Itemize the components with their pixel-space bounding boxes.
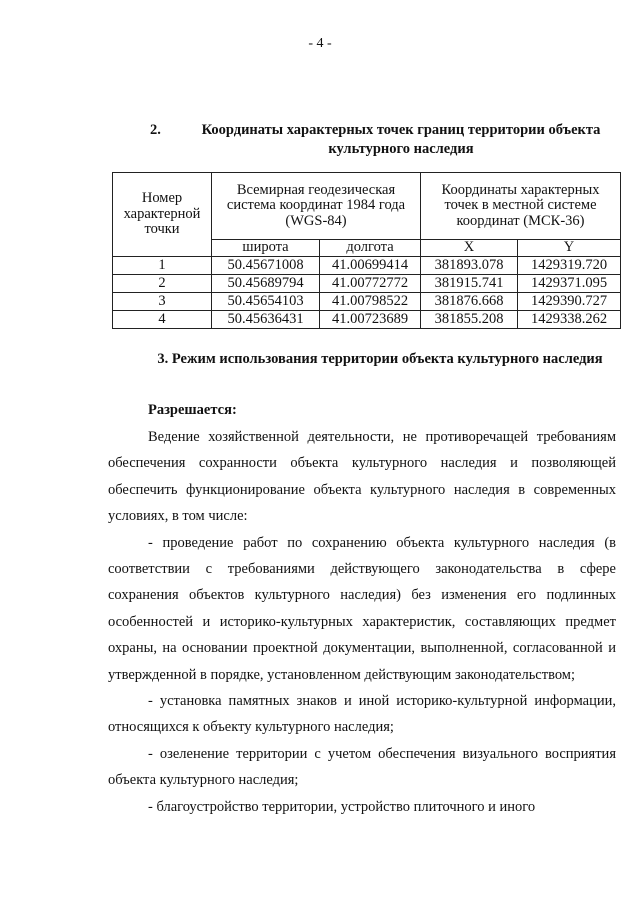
cell-latitude: 50.45654103 xyxy=(212,293,320,311)
header-point-number: Номер характерной точки xyxy=(113,173,212,257)
cell-longitude: 41.00798522 xyxy=(320,293,421,311)
cell-y: 1429371.095 xyxy=(518,275,621,293)
table-row xyxy=(113,257,621,275)
allowed-label: Разрешается: xyxy=(148,402,237,418)
subheader-x: X xyxy=(421,240,518,257)
subheader-y: Y xyxy=(518,240,621,257)
cell-y: 1429319.720 xyxy=(518,257,621,275)
paragraph-conservation-works: - проведение работ по сохранению объекта культурного наследия (в соответствии с требованиями действующего законодательства в сфере сохранения объектов культурного наследия) без изменения его подлинных особенностей и историко-культурных характеристик, составляющих предмет охраны, на основании проектной документации, выполненной, согласованной и утвержденной в порядке, установленном действующим законодательством; xyxy=(108,534,616,683)
cell-longitude: 41.00772772 xyxy=(320,275,421,293)
paragraph-landscaping: - озеленение территории с учетом обеспечения визуального восприятия объекта культурного наследия; xyxy=(108,745,616,789)
section-3-heading: 3. Режим использования территории объекта культурного наследия xyxy=(157,351,603,367)
header-wgs84: Всемирная геодезическая система координат 1984 года (WGS-84) xyxy=(212,173,421,240)
cell-x: 381893.078 xyxy=(421,257,518,275)
cell-x: 381915.741 xyxy=(421,275,518,293)
body-text xyxy=(108,424,616,820)
cell-x: 381876.668 xyxy=(421,293,518,311)
table-row xyxy=(113,293,621,311)
cell-longitude: 41.00699414 xyxy=(320,257,421,275)
page-number: - 4 - xyxy=(308,36,332,51)
paragraph-improvement: - благоустройство территории, устройство плиточного и иного xyxy=(148,798,536,815)
cell-latitude: 50.45689794 xyxy=(212,275,320,293)
section-2-heading xyxy=(150,121,620,159)
section-2-title: Координаты характерных точек границ территории объекта культурного наследия xyxy=(201,122,601,157)
paragraph-intro: Ведение хозяйственной деятельности, не противоречащей требованиям обеспечения сохранности объекта культурного наследия и позволяющей обеспечить функционирование объекта культурного наследия в современных условиях, в том числе: xyxy=(108,429,616,525)
cell-latitude: 50.45671008 xyxy=(212,257,320,275)
subheader-longitude: долгота xyxy=(320,240,421,257)
cell-y: 1429390.727 xyxy=(518,293,621,311)
paragraph-memorial-signs: - установка памятных знаков и иной историко-культурной информации, относящихся к объекту культурного наследия; xyxy=(108,693,616,736)
cell-point-number: 1 xyxy=(113,257,212,275)
subheader-latitude: широта xyxy=(212,240,320,257)
cell-x: 381855.208 xyxy=(421,311,518,329)
cell-point-number: 2 xyxy=(113,275,212,293)
section-2-number: 2. xyxy=(150,122,161,138)
cell-latitude: 50.45636431 xyxy=(212,311,320,329)
coordinates-table xyxy=(112,172,621,329)
cell-point-number: 4 xyxy=(113,311,212,329)
table-header-row xyxy=(113,173,621,240)
header-msk36: Координаты характерных точек в местной системе координат (МСК-36) xyxy=(421,173,621,240)
table-row xyxy=(113,311,621,329)
cell-point-number: 3 xyxy=(113,293,212,311)
table-row xyxy=(113,275,621,293)
cell-y: 1429338.262 xyxy=(518,311,621,329)
cell-longitude: 41.00723689 xyxy=(320,311,421,329)
